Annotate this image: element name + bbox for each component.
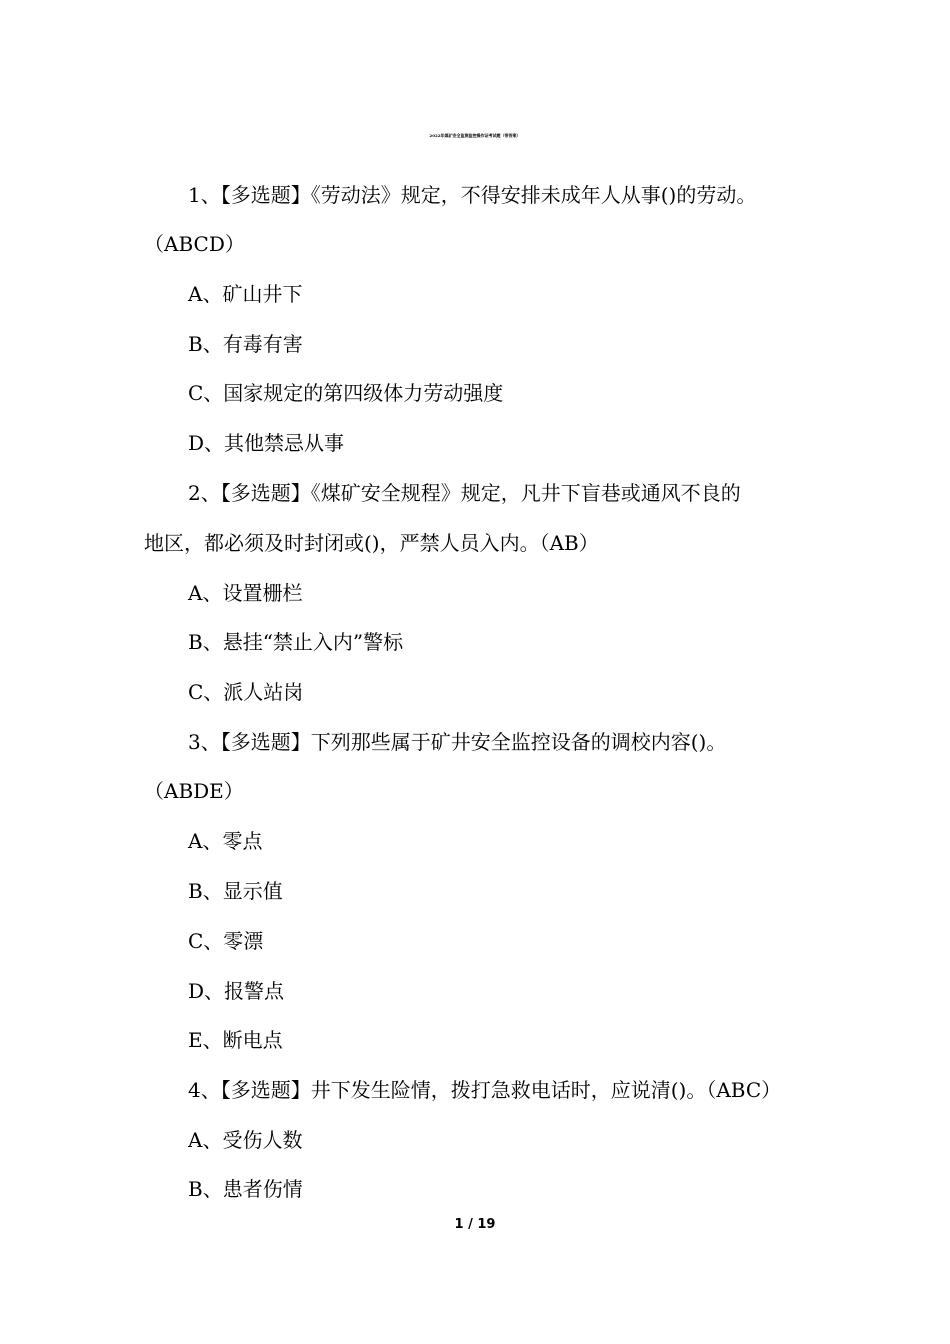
question-2-option-c: C、派人站岗 [188,680,304,704]
question-1-answer: （ABCD） [144,232,245,256]
question-3-stem: 3、【多选题】下列那些属于矿井安全监控设备的调校内容()。 [188,730,727,754]
question-2-stem: 2、【多选题】《煤矿安全规程》规定，凡井下盲巷或通风不良的 [188,481,741,505]
question-4-stem: 4、【多选题】井下发生险情，拨打急救电话时，应说清()。（ABC） [188,1078,782,1102]
question-3-option-d: D、报警点 [188,979,285,1003]
question-3-option-e: E、断电点 [188,1028,283,1052]
question-4-option-a: A、受伤人数 [188,1128,303,1152]
question-1-option-b: B、有毒有害 [188,332,303,356]
question-1-stem: 1、【多选题】《劳动法》规定，不得安排未成年人从事()的劳动。 [188,183,757,207]
question-2-option-b: B、悬挂“禁止入内”警标 [188,630,404,654]
question-1-option-a: A、矿山井下 [188,282,303,306]
question-3-answer: （ABDE） [144,779,244,803]
question-1-option-c: C、国家规定的第四级体力劳动强度 [188,381,504,405]
question-3-option-a: A、零点 [188,829,263,853]
page-number: 1 / 19 [454,1217,496,1232]
question-3-option-c: C、零漂 [188,929,264,953]
document-title: 2022年煤矿安全监测监控操作证考试题（带答案） [429,133,521,138]
question-2-option-a: A、设置栅栏 [188,581,303,605]
question-1-option-d: D、其他禁忌从事 [188,431,345,455]
question-4-option-b: B、患者伤情 [188,1177,303,1201]
question-3-option-b: B、显示值 [188,879,283,903]
question-2-stem-continued: 地区，都必须及时封闭或()，严禁人员入内。（AB） [144,531,599,555]
